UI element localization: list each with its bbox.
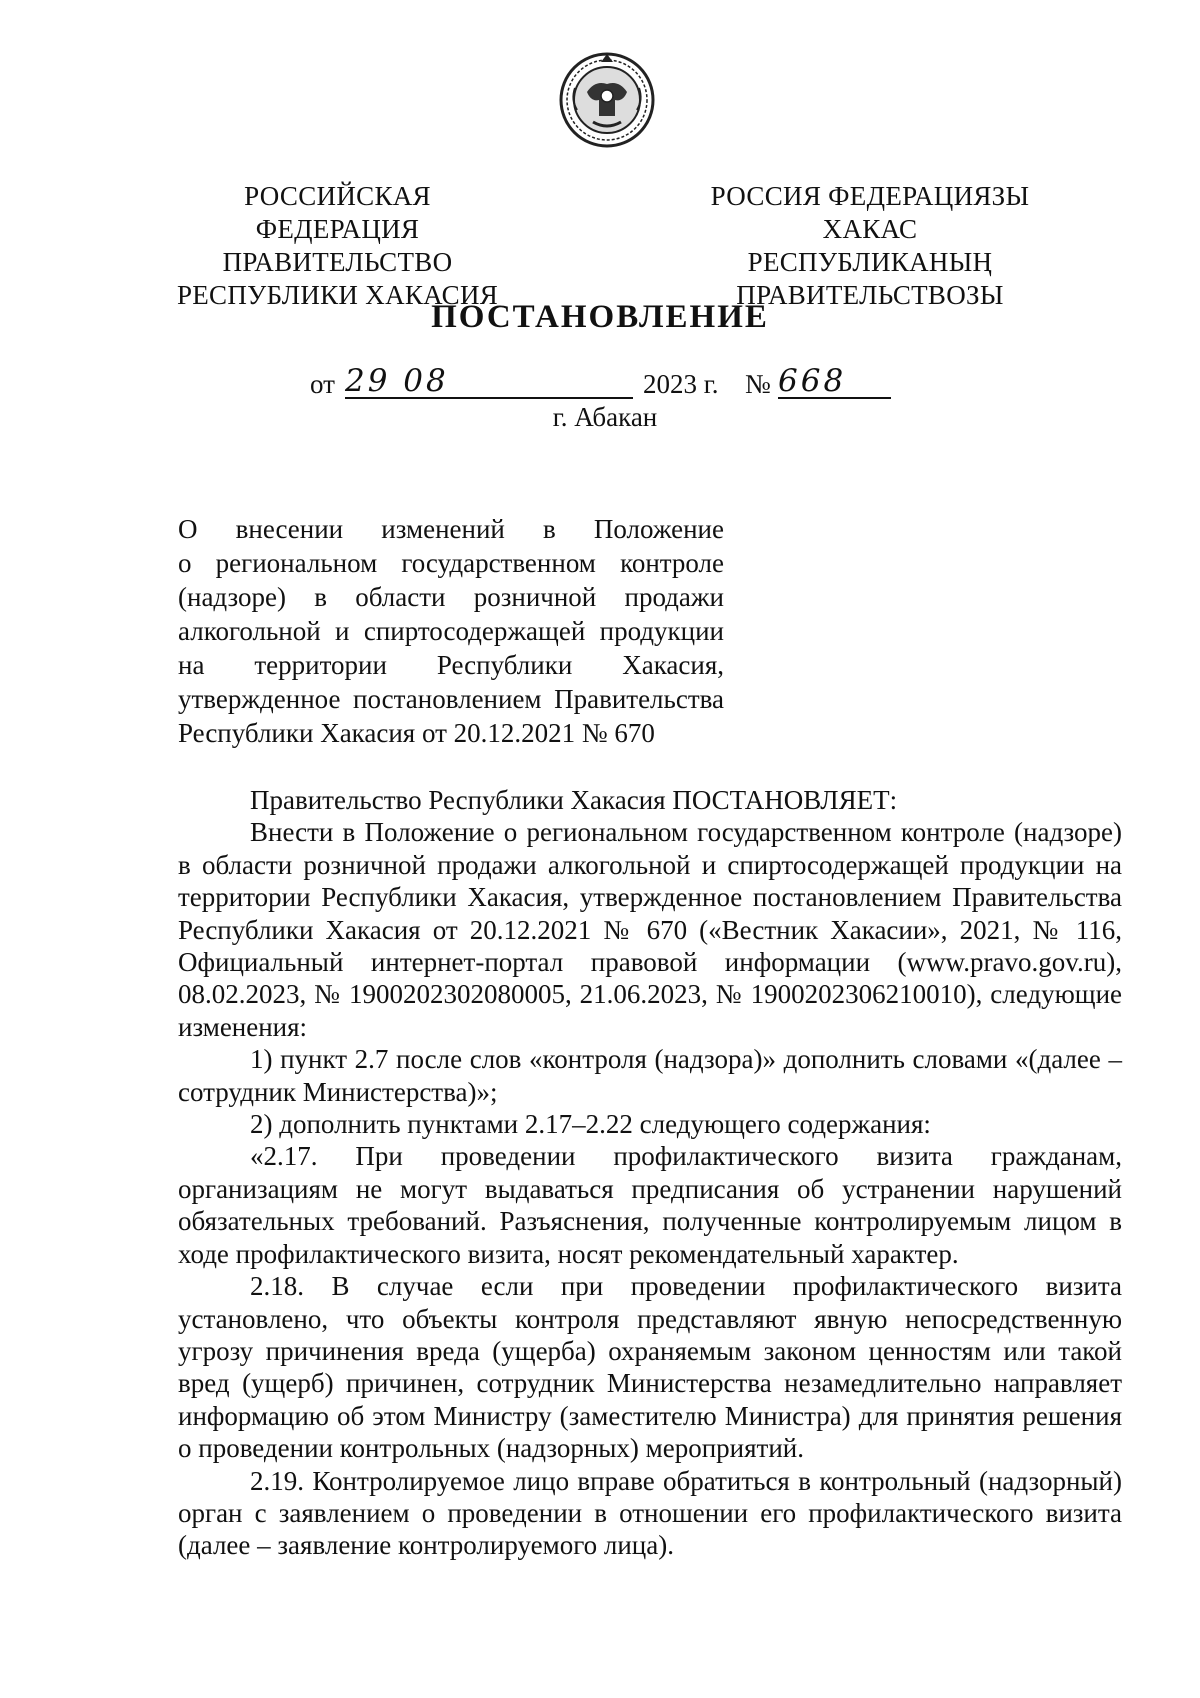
header-left-line: ПРАВИТЕЛЬСТВО <box>222 247 453 277</box>
header-left-line: РОССИЙСКАЯ ФЕДЕРАЦИЯ <box>244 181 431 244</box>
handwritten-number: 668 <box>778 363 847 399</box>
header-right-block <box>700 180 1040 312</box>
city-line <box>0 402 1200 433</box>
body-paragraph: 1) пункт 2.7 после слов «контроля (надзора)» дополнить словами «(далее – сотрудник Министерства)»; <box>178 1044 1122 1107</box>
body-paragraph: Правительство Республики Хакасия ПОСТАНОВЛЯЕТ: <box>250 785 898 815</box>
header-right-line: РОССИЯ ФЕДЕРАЦИЯЗЫ <box>710 181 1030 211</box>
date-field <box>345 363 633 399</box>
date-prefix: от <box>310 369 335 399</box>
body-paragraph: 2.19. Контролируемое лицо вправе обратиться в контрольный (надзорный) орган с заявлением о проведении в отношении его профилактического визита (далее – заявление контролируемого лица). <box>178 1465 1122 1561</box>
coat-of-arms-icon <box>557 50 657 150</box>
number-field <box>778 363 891 399</box>
body-paragraph: «2.17. При проведении профилактического визита гражданам, организациям не могут выдаваться предписания об устранении нарушений обязательных требований. Разъяснения, полученные контролируемым лицом в ходе профилактического визита, носят рекомендательный характер. <box>178 1141 1122 1269</box>
year-text: 2023 г. <box>643 369 719 399</box>
number-label: № <box>745 369 771 399</box>
document-title: ПОСТАНОВЛЕНИЕ <box>431 299 769 335</box>
header-left-line: РЕСПУБЛИКИ ХАКАСИЯ <box>176 280 499 310</box>
header-right-line: ПРАВИТЕЛЬСТВОЗЫ <box>736 280 1004 310</box>
subject-line: о региональном государственном контроле <box>178 548 724 578</box>
date-number-line <box>0 363 1200 403</box>
header-right-line: ХАКАС РЕСПУБЛИКАНЫҢ <box>747 214 993 277</box>
document-body <box>178 784 1122 1562</box>
header-left-block <box>170 180 505 312</box>
subject-line: алкогольной и спиртосодержащей продукции <box>178 616 724 646</box>
document-subject <box>178 512 724 750</box>
body-paragraph: 2) дополнить пунктами 2.17–2.22 следующего содержания: <box>250 1109 931 1140</box>
subject-line: на территории Республики Хакасия, <box>178 650 724 680</box>
city-name: г. Абакан <box>552 402 658 432</box>
handwritten-date: 29 08 <box>345 363 449 399</box>
coat-of-arms-emblem <box>557 50 657 150</box>
subject-line: утвержденное постановлением Правительства <box>178 684 724 714</box>
subject-line: О внесении изменений в Положение <box>178 514 724 544</box>
body-paragraph: Внести в Положение о региональном государственном контроле (надзоре) в области розничной продажи алкогольной и спиртосодержащей продукции на территории Республики Хакасия, утвержденное постановлением Правительства Республики Хакасия от 20.12.2021 № 670 («Вестник Хакасии», 2021, № 116, Официальный интернет-портал правовой информации (www.pravo.gov.ru), 08.02.2023, № 1900202302080005, 21.06.2023, № 1900202306210010), следующие изменения: <box>178 817 1122 1042</box>
body-paragraph: 2.18. В случае если при проведении профилактического визита установлено, что объекты контроля представляют явную непосредственную угрозу причинения вреда (ущерба) охраняемым законом ценностям или такой вред (ущерб) причинен, сотрудник Министерства незамедлительно направляет информацию об этом Министру (заместителю Министра) для принятия решения о проведении контрольных (надзорных) мероприятий. <box>178 1271 1122 1464</box>
subject-line: Республики Хакасия от 20.12.2021 № 670 <box>178 718 655 748</box>
subject-line: (надзоре) в области розничной продажи <box>178 582 724 612</box>
